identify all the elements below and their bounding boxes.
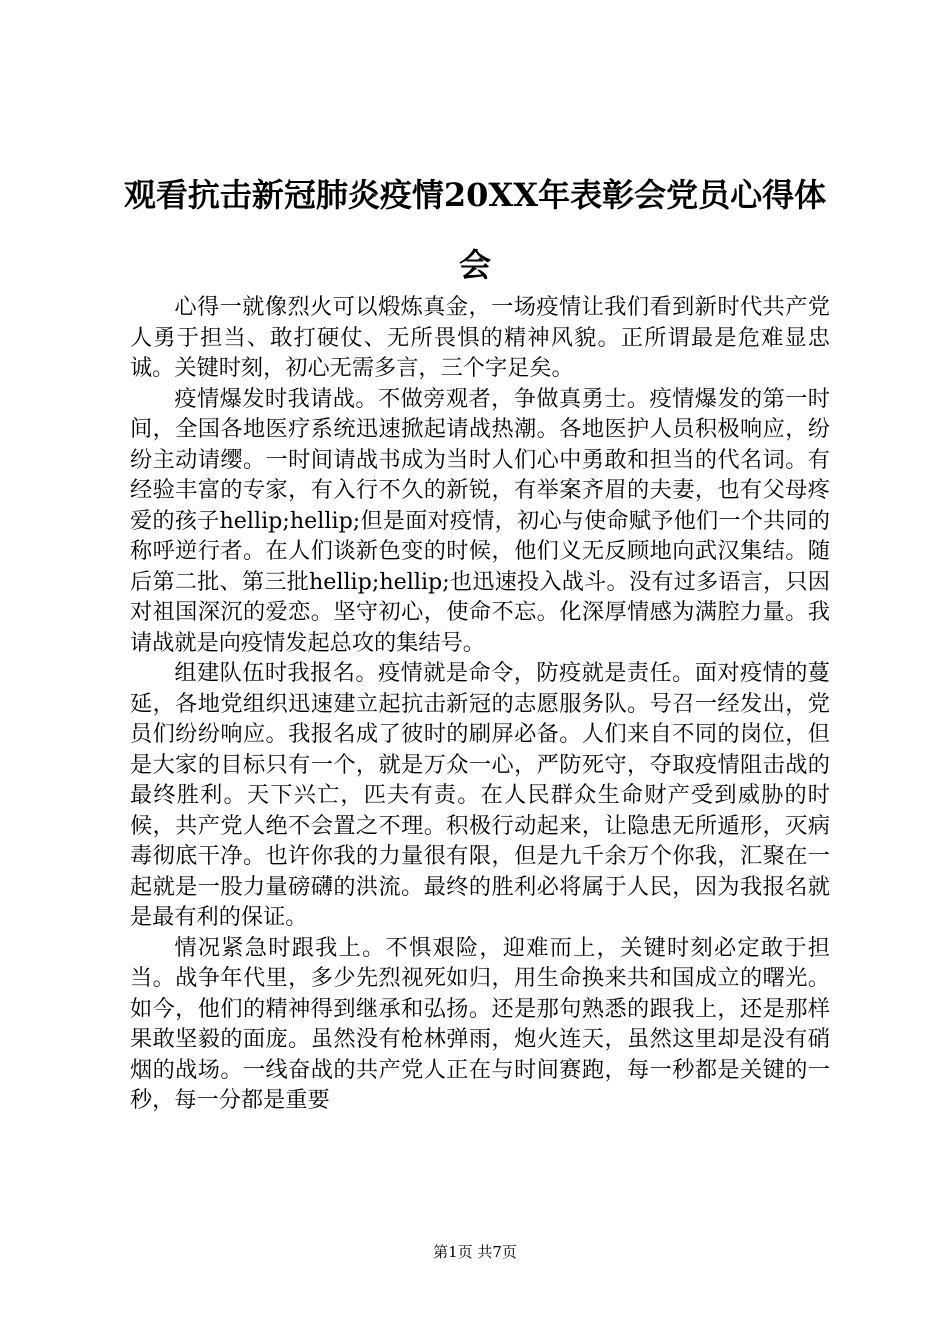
paragraph-1: 心得一就像烈火可以煅炼真金，一场疫情让我们看到新时代共产党人勇于担当、敢打硬仗、无所畏惧的精神风貌。正所谓最是危难显忠诚。关键时刻，初心无需多言，三个字足矣。 [130,294,830,381]
document-body [130,292,830,1116]
paragraph-3: 组建队伍时我报名。疫情就是命令，防疫就是责任。面对疫情的蔓延，各地党组织迅速建立起抗击新冠的志愿服务队。号召一经发出，党员们纷纷响应。我报名成了彼时的刷屏必备。人们来自不同的岗位，但是大家的目标只有一个，就是万众一心，严防死守，夺取疫情阻击战的最终胜利。天下兴亡，匹夫有责。在人民群众生命财产受到威胁的时候，共产党人绝不会置之不理。积极行动起来，让隐患无所遁形，灭病毒彻底干净。也许你我的力量很有限，但是九千余万个你我，汇聚在一起就是一股力量磅礴的洪流。最终的胜利必将属于人民，因为我报名就是最有利的保证。 [130,660,830,930]
paragraph-2: 疫情爆发时我请战。不做旁观者，争做真勇士。疫情爆发的第一时间，全国各地医疗系统迅速掀起请战热潮。各地医护人员积极响应，纷纷主动请缨。一时间请战书成为当时人们心中勇敢和担当的代名词。有经验丰富的专家，有入行不久的新锐，有举案齐眉的夫妻，也有父母疼爱的孩子hellip;hellip;但是面对疫情，初心与使命赋予他们一个共同的称呼逆行者。在人们谈新色变的时候，他们义无反顾地向武汉集结。随后第二批、第三批hellip;hellip;也迅速投入战斗。没有过多语言，只因对祖国深沉的爱恋。坚守初心，使命不忘。化深厚情感为满腔力量。我请战就是向疫情发起总攻的集结号。 [130,385,830,656]
paragraph-4: 情况紧急时跟我上。不惧艰险，迎难而上，关键时刻必定敢于担当。战争年代里，多少先烈视死如归，用生命换来共和国成立的曙光。如今，他们的精神得到继承和弘扬。还是那句熟悉的跟我上，还是那样果敢坚毅的面庞。虽然没有枪林弹雨，炮火连天，虽然这里却是没有硝烟的战场。一线奋战的共产党人正在与时间赛跑，每一秒都是关键的一秒，每一分都是重要 [130,934,830,1113]
document-title: 观看抗击新冠肺炎疫情20XX年表彰会党员心得体会 [123,176,827,284]
page-footer: 第1页 共7页 [433,1243,517,1261]
